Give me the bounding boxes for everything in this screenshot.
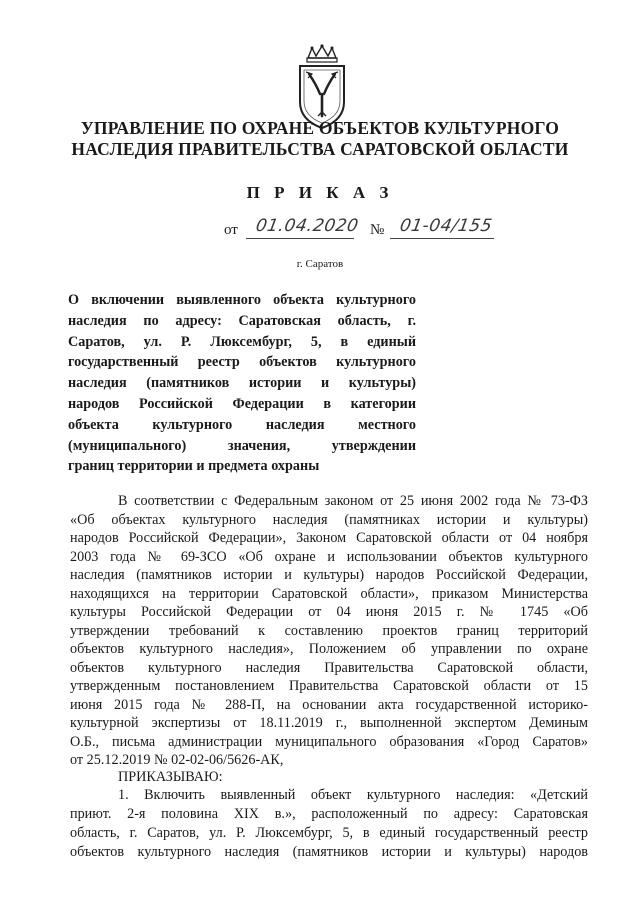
subject-line: народов Российской Федерации в категории bbox=[68, 395, 416, 412]
item-line: приют. 2-я половина XIX в.», расположенный по адресу: Саратовская bbox=[70, 806, 588, 822]
subject-line: наследия по адресу: Саратовская область, г. bbox=[68, 312, 416, 329]
subject-line: О включении выявленного объекта культурного bbox=[68, 292, 416, 308]
handwritten-date: 01.04.2020 bbox=[254, 216, 361, 236]
paragraph-line: от 25.12.2019 № 02-02-06/5626-АК, bbox=[70, 752, 284, 768]
paragraph-line: находящихся на территории Саратовской области», приказом Министерства bbox=[70, 585, 588, 602]
paragraph-line: «Об объектах культурного наследия (памятниках истории и культуры) bbox=[70, 511, 588, 528]
item-line: объектов культурного наследия (памятников истории и культуры) народов bbox=[70, 844, 588, 860]
subject-line: границ территории и предмета охраны bbox=[68, 458, 320, 475]
paragraph-line: наследия (памятников истории и культуры) народов Российской Федерации, bbox=[70, 567, 588, 583]
paragraph-line: июня 2015 года № 288-П, на основании акта государственной историко- bbox=[70, 696, 588, 713]
orders-label: ПРИКАЗЫВАЮ: bbox=[118, 769, 223, 785]
organization-name bbox=[60, 118, 580, 160]
subject-line: наследия (памятников истории и культуры) bbox=[68, 375, 416, 392]
paragraph-line: объектов культурного наследия Правительства Саратовской области, bbox=[70, 659, 588, 676]
city-line: г. Саратов bbox=[296, 258, 344, 270]
paragraph-line: утверждении требований к составлению проектов границ территорий bbox=[70, 622, 588, 639]
document-title: П Р И К А З bbox=[246, 183, 394, 202]
order-item-1 bbox=[70, 786, 588, 862]
paragraph-line: В соответствии с Федеральным законом от 25 июня 2002 года № 73-ФЗ bbox=[118, 493, 588, 509]
handwritten-number: 01-04/155 bbox=[398, 216, 494, 236]
number-label: № bbox=[370, 222, 385, 238]
paragraph-line: О.Б., письма администрации муниципального образования «Город Саратов» bbox=[70, 733, 588, 750]
subject-line: объекта культурного наследия местного bbox=[68, 416, 416, 433]
subject-block bbox=[68, 290, 416, 477]
subject-line: государственный реестр объектов культурного bbox=[68, 354, 416, 371]
item-line: 1. Включить выявленный объект культурного наследия: «Детский bbox=[118, 787, 588, 803]
date-underline bbox=[246, 238, 354, 239]
subject-line: Саратов, ул. Р. Люксембург, 5, в единый bbox=[68, 333, 416, 350]
date-label: от bbox=[224, 222, 238, 238]
number-underline bbox=[390, 238, 494, 239]
paragraph-line: культуры Российской Федерации от 04 июня 2015 г. № 1745 «Об bbox=[70, 604, 588, 620]
organization-name-line-1: УПРАВЛЕНИЕ ПО ОХРАНЕ ОБЪЕКТОВ КУЛЬТУРНОГО bbox=[80, 118, 560, 138]
item-line: область, г. Саратов, ул. Р. Люксембург, 5, в единый государственный реестр bbox=[70, 825, 588, 841]
paragraph-line: культурной экспертизы от 18.11.2019 г., выполненной экспертом Деминым bbox=[70, 715, 588, 731]
paragraph-line: объектов культурного наследия», Положением об управлении по охране bbox=[70, 641, 588, 657]
registration-line bbox=[60, 216, 580, 242]
paragraph-line: 2003 года № 69-ЗСО «Об охране и использовании объектов культурного bbox=[70, 548, 588, 565]
paragraph-line: народов Российской Федерации», Законом Саратовской области от 04 ноября bbox=[70, 530, 588, 546]
organization-name-line-2: НАСЛЕДИЯ ПРАВИТЕЛЬСТВА САРАТОВСКОЙ ОБЛАСТИ bbox=[71, 139, 569, 159]
preamble-paragraph bbox=[70, 492, 588, 770]
paragraph-line: утвержденным постановлением Правительства Саратовской области от 15 bbox=[70, 678, 588, 694]
subject-line: (муниципального) значения, утверждении bbox=[68, 437, 416, 454]
